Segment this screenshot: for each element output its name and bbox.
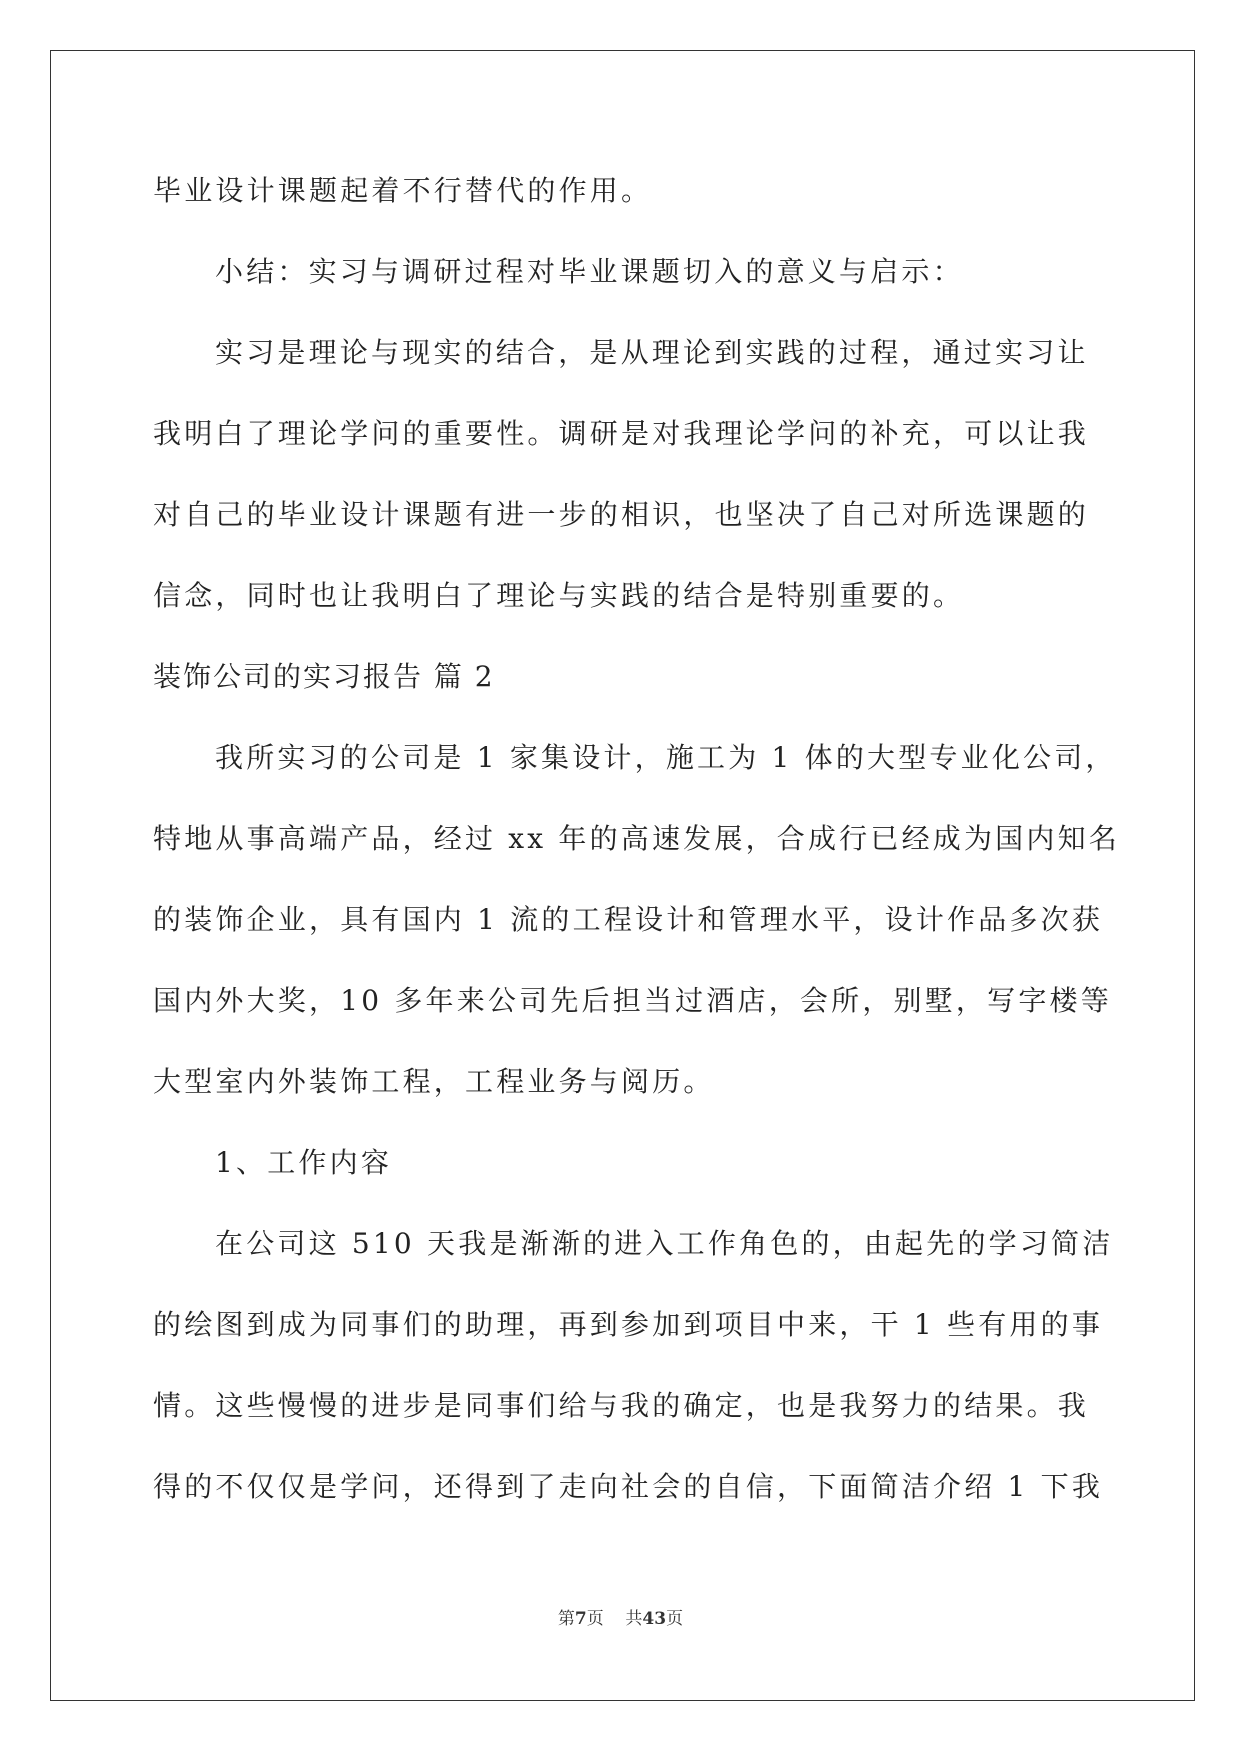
text-line: 我明白了理论学问的重要性。调研是对我理论学问的补充，可以让我 (153, 417, 1090, 450)
text-line: 对自己的毕业设计课题有进一步的相识，也坚决了自己对所选课题的 (153, 498, 1090, 531)
page-suffix: 页 (586, 1609, 604, 1629)
text-line: 我所实习的公司是 1 家集设计，施工为 1 体的大型专业化公司， (215, 741, 1117, 774)
section-heading: 装饰公司的实习报告 篇 2 (153, 660, 495, 693)
document-body (153, 161, 1120, 1538)
total-suffix: 页 (666, 1609, 684, 1629)
page-footer (0, 1604, 1241, 1629)
text-line: 实习是理论与现实的结合，是从理论到实践的过程，通过实习让 (215, 336, 1089, 369)
text-line: 毕业设计课题起着不行替代的作用。 (153, 174, 653, 207)
total-pages: 43 (642, 1609, 667, 1629)
text-line: 大型室内外装饰工程，工程业务与阅历。 (153, 1065, 715, 1098)
page-prefix: 第 (557, 1609, 575, 1629)
page-number: 7 (574, 1609, 587, 1629)
text-line: 小结：实习与调研过程对毕业课题切入的意义与启示： (215, 255, 964, 288)
text-line: 在公司这 510 天我是渐渐的进入工作角色的，由起先的学习简洁 (215, 1227, 1114, 1260)
total-prefix: 共 (625, 1609, 643, 1629)
text-line: 的绘图到成为同事们的助理，再到参加到项目中来，干 1 些有用的事 (153, 1308, 1104, 1341)
text-line: 的装饰企业，具有国内 1 流的工程设计和管理水平，设计作品多次获 (153, 903, 1104, 936)
text-line: 信念，同时也让我明白了理论与实践的结合是特别重要的。 (153, 579, 965, 612)
text-line: 1、工作内容 (215, 1146, 393, 1179)
text-line: 特地从事高端产品，经过 xx 年的高速发展，合成行已经成为国内知名 (153, 822, 1120, 855)
text-line: 国内外大奖，10 多年来公司先后担当过酒店，会所，别墅，写字楼等 (153, 984, 1112, 1017)
text-line: 情。这些慢慢的进步是同事们给与我的确定，也是我努力的结果。我 (153, 1389, 1090, 1422)
text-line: 得的不仅仅是学问，还得到了走向社会的自信，下面简洁介绍 1 下我 (153, 1470, 1104, 1503)
